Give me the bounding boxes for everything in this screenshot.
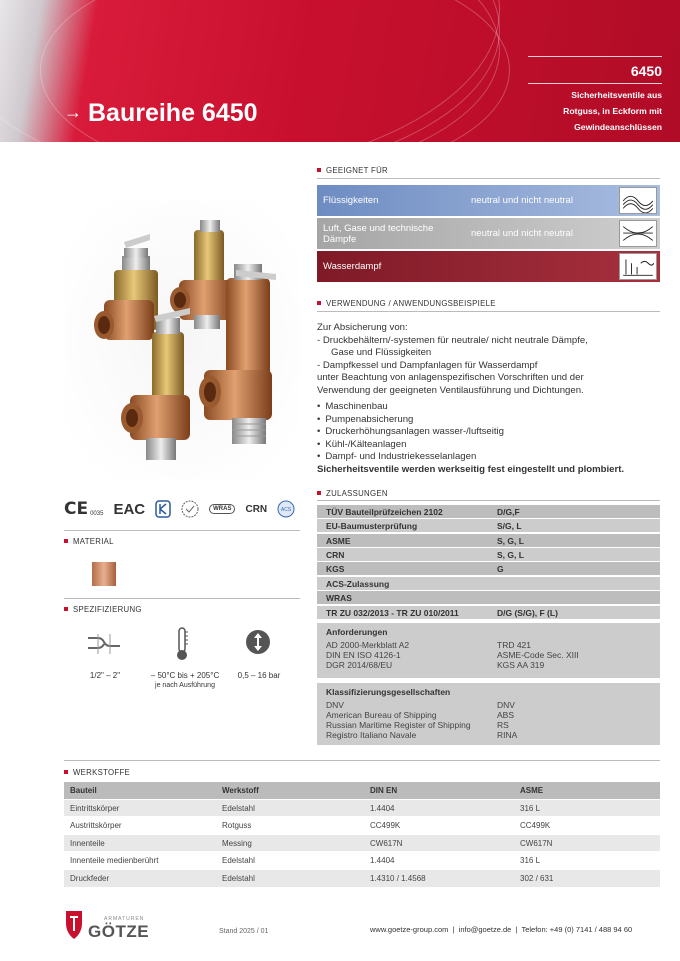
ce-number: 0035: [90, 511, 104, 517]
pressure-range: 0,5 – 16 bar: [237, 671, 281, 680]
certification-logos: [64, 497, 295, 521]
desc-line: Sicherheitsventile aus: [571, 90, 662, 100]
table-cell: 316 L: [520, 803, 541, 813]
column-header: Werkstoff: [222, 786, 259, 795]
table-cell: Edelstahl: [222, 803, 255, 813]
list-item: • Kühl-/Kälteanlagen: [317, 439, 662, 452]
contact-line: www.goetze-group.com | info@goetze.de | Telefon: +49 (0) 7141 / 488 94 60: [370, 925, 633, 934]
approval-name: KGS: [326, 564, 345, 574]
media-value: neutral und nicht neutral: [471, 195, 573, 206]
list-item: • Pumpenabsicherung: [317, 414, 662, 427]
temperature-range: – 50°C bis + 205°C: [150, 671, 220, 680]
liquid-flow-icon: [619, 187, 657, 214]
table-row: [64, 852, 660, 870]
table-cell: 1.4310 / 1.4568: [370, 873, 426, 883]
crn-mark: CRN: [245, 503, 268, 515]
list-item: • Maschinenbau: [317, 401, 662, 414]
table-cell: Messing: [222, 838, 252, 848]
approval-row: [317, 577, 660, 591]
column-header: ASME: [520, 786, 544, 795]
heading-text: ZULASSUNGEN: [326, 489, 388, 498]
heading-text: SPEZIFIZIERUNG: [73, 605, 142, 614]
societies-left: [326, 700, 471, 740]
requirement-item: AD 2000-Merkblatt A2: [326, 640, 410, 650]
materials-heading: [64, 768, 130, 777]
arrow-right-icon: →: [64, 102, 82, 122]
table-cell: 316 L: [520, 856, 541, 866]
usage-line: - Dampfkessel und Dampfanlagen für Wasserdampf: [317, 359, 538, 371]
table-cell: 302 / 631: [520, 873, 554, 883]
society-item: DNV: [497, 700, 515, 710]
society-item: Registro Italiano Navale: [326, 730, 417, 740]
society-item: RINA: [497, 730, 518, 740]
usage-note: Sicherheitsventile werden werkseitig fest eingestellt und plombiert.: [317, 463, 625, 475]
requirement-item: TRD 421: [497, 640, 532, 650]
requirement-item: KGS AA 319: [497, 660, 545, 670]
list-item: • Druckerhöhungsanlagen wasser-/luftseitig: [317, 426, 662, 439]
approval-name: TR ZU 032/2013 - TR ZU 010/2011: [326, 608, 459, 618]
approval-row: [317, 591, 660, 605]
divider: [317, 500, 660, 501]
requirements-right: [497, 640, 579, 670]
table-cell: Innenteile: [70, 838, 105, 848]
approval-value: D/G,F: [497, 507, 520, 517]
approval-row: [317, 519, 660, 533]
media-label: Flüssigkeiten: [323, 195, 379, 206]
table-cell: Innenteile medienberührt: [70, 856, 159, 866]
material-swatch: [92, 562, 116, 586]
requirements-box: [317, 623, 660, 678]
desc-line: Gewindeanschlüssen: [574, 122, 662, 132]
page-title: [64, 99, 258, 128]
divider: [64, 598, 300, 599]
media-row-gases: [317, 218, 660, 249]
usage-line: Verwendung der geeigneten Ventilausführung und Dichtungen.: [317, 384, 584, 396]
material-heading: [64, 537, 114, 546]
table-cell: Edelstahl: [222, 856, 255, 866]
series-description: [528, 87, 662, 135]
societies-title: Klassifizierungsgesellschaften: [326, 687, 451, 697]
table-row: [64, 800, 660, 818]
spec-heading: [64, 605, 142, 614]
column-header: DIN EN: [370, 786, 398, 795]
requirement-item: ASME-Code Sec. XIII: [497, 650, 579, 660]
society-item: RS: [497, 720, 509, 730]
goetze-logo: [64, 907, 174, 943]
usage-line: - Druckbehältern/-systemen für neutrale/ nicht neutrale Dämpfe,: [317, 334, 588, 346]
table-cell: Edelstahl: [222, 873, 255, 883]
divider: [64, 530, 300, 531]
pressure-icon: [244, 628, 272, 656]
media-row-steam: [317, 251, 660, 282]
media-label: Wasserdampf: [323, 261, 382, 272]
table-cell: Austrittskörper: [70, 821, 122, 831]
product-image: [64, 200, 300, 480]
approval-name: TÜV Bauteilprüfzeichen 2102: [326, 507, 443, 517]
series-box: [528, 56, 662, 135]
usage-list: [317, 401, 662, 464]
approval-row: [317, 562, 660, 576]
requirement-item: DGR 2014/68/EU: [326, 660, 393, 670]
table-cell: 1.4404: [370, 803, 395, 813]
suitable-heading: [317, 166, 388, 175]
gas-flow-icon: [619, 220, 657, 247]
heading-text: MATERIAL: [73, 537, 114, 546]
approval-row: [317, 606, 660, 620]
ce-mark: CE: [64, 499, 89, 519]
approval-row: [317, 548, 660, 562]
usage-line: Zur Absicherung von:: [317, 322, 408, 333]
requirements-title: Anforderungen: [326, 627, 388, 637]
table-cell: CW617N: [520, 838, 553, 848]
materials-table: [64, 782, 660, 888]
uv-seal-icon: [181, 500, 199, 518]
size-range: 1/2" – 2": [89, 671, 121, 680]
series-code: 6450: [528, 56, 662, 84]
desc-line: Rotguss, in Eckform mit: [563, 106, 662, 116]
acs-icon: [277, 500, 295, 518]
divider: [317, 311, 660, 312]
eac-mark: EAC: [113, 500, 146, 518]
media-row-liquids: [317, 185, 660, 216]
table-row: [64, 835, 660, 853]
approval-value: D/G (S/G), F (L): [497, 608, 558, 618]
table-row: [64, 870, 660, 888]
table-cell: Druckfeder: [70, 873, 110, 883]
usage-text: [317, 322, 662, 476]
approvals-heading: [317, 489, 388, 498]
thermometer-icon: [172, 626, 192, 662]
kgs-icon: [155, 500, 171, 518]
column-header: Bauteil: [70, 786, 97, 795]
requirements-left: [326, 640, 409, 670]
wras-mark: WRAS: [209, 504, 235, 514]
requirement-item: DIN EN ISO 4126-1: [326, 650, 401, 660]
steam-icon: [619, 253, 657, 280]
societies-right: [497, 700, 517, 740]
approval-name: ACS-Zulassung: [326, 579, 390, 589]
media-label: Luft, Gase und technische Dämpfe: [323, 222, 434, 245]
table-row: [64, 817, 660, 835]
society-item: DNV: [326, 700, 344, 710]
media-value: neutral und nicht neutral: [471, 228, 573, 239]
divider: [64, 760, 660, 761]
approval-value: S, G, L: [497, 550, 524, 560]
society-item: ABS: [497, 710, 515, 720]
table-cell: CC499K: [370, 821, 401, 831]
pipe-size-icon: [86, 630, 122, 656]
usage-heading: [317, 299, 496, 308]
temperature-note: je nach Ausführung: [155, 682, 215, 689]
approval-value: S, G, L: [497, 536, 524, 546]
table-cell: 1.4404: [370, 856, 395, 866]
usage-line: unter Beachtung von anlagenspezifischen Vorschriften und der: [317, 372, 584, 383]
society-item: American Bureau of Shipping: [326, 710, 437, 720]
heading-text: GEEIGNET FÜR: [326, 166, 388, 175]
approval-row: [317, 534, 660, 548]
title-text: Baureihe 6450: [88, 99, 258, 127]
approval-name: CRN: [326, 550, 345, 560]
approval-name: EU-Baumusterprüfung: [326, 521, 418, 531]
approval-value: G: [497, 564, 504, 574]
heading-text: WERKSTOFFE: [73, 768, 131, 777]
revision-stamp: Stand 2025 / 01: [219, 928, 269, 935]
logo-text: GÖTZE: [88, 922, 150, 941]
table-cell: Rotguss: [222, 821, 252, 831]
table-cell: CC499K: [520, 821, 551, 831]
acs-text: ACS: [281, 507, 292, 513]
approval-name: ASME: [326, 536, 351, 546]
list-item: • Dampf- und Industriekesselanlagen: [317, 451, 662, 464]
heading-text: VERWENDUNG / ANWENDUNGSBEISPIELE: [326, 299, 496, 308]
societies-box: [317, 683, 660, 745]
table-cell: Eintrittskörper: [70, 803, 120, 813]
approval-value: S/G, L: [497, 521, 522, 531]
table-header: [64, 782, 660, 800]
table-cell: CW617N: [370, 838, 403, 848]
approval-name: WRAS: [326, 593, 352, 603]
approval-row: [317, 505, 660, 519]
divider: [317, 178, 660, 179]
logo-subtext: ARMATUREN: [104, 916, 145, 922]
society-item: Russian Maritime Register of Shipping: [326, 720, 471, 730]
usage-line: Gase und Flüssigkeiten: [331, 347, 432, 358]
